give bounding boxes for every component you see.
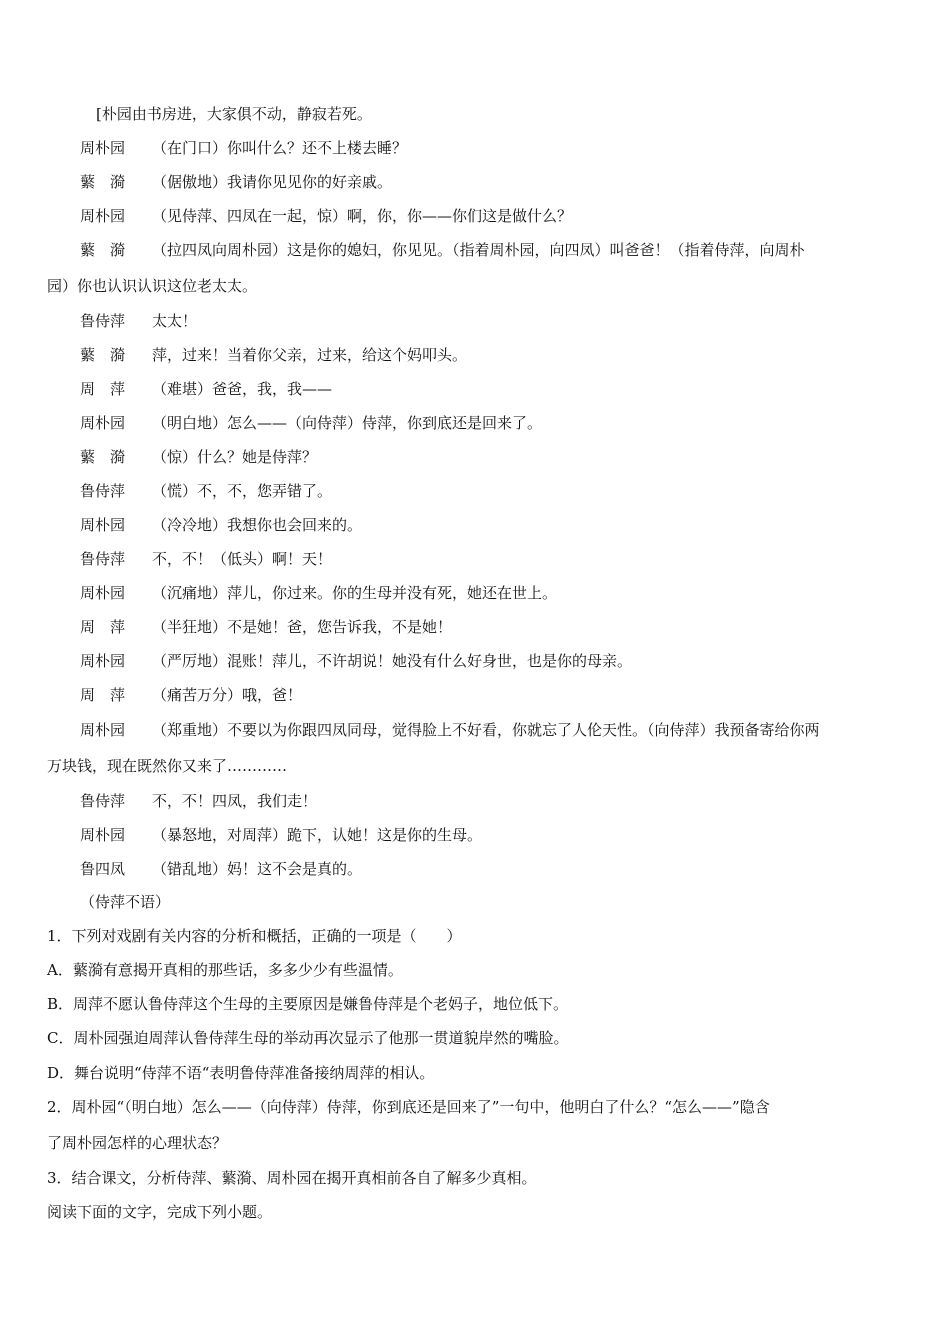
line-text: （拉四凤向周朴园）这是你的媳妇，你见见。（指着周朴园，向四凤）叫爸爸！（指着侍萍，向周朴 (152, 241, 805, 259)
dialogue-line (80, 549, 332, 569)
line-text: 太太！ (152, 312, 198, 330)
dialogue-line (80, 583, 557, 603)
speaker-name: 蘩 漪 (80, 241, 126, 259)
speaker-name: 鲁侍萍 (80, 312, 126, 330)
stage-direction-open: [朴园由书房进，大家俱不动，静寂若死。 (96, 105, 372, 123)
line-text: （惊）什么？她是侍萍？ (152, 448, 318, 466)
dialogue-line (80, 447, 317, 467)
dialogue-line (80, 379, 332, 399)
speaker-name: 鲁侍萍 (80, 792, 126, 810)
line-text: （慌）不，不，您弄错了。 (152, 482, 333, 500)
dialogue-line (80, 859, 362, 879)
line-text: （沉痛地）萍儿，你过来。你的生母并没有死，她还在世上。 (152, 584, 558, 602)
question-2: 2．周朴园“（明白地）怎么——（向侍萍）侍萍，你到底还是回来了”一句中，他明白了什么？“怎么——”隐含 (47, 1098, 770, 1116)
dialogue-line (80, 172, 392, 192)
option-c: C．周朴园强迫周萍认鲁侍萍生母的举动再次显示了他那一贯道貌岸然的嘴脸。 (47, 1029, 569, 1047)
dialogue-line (80, 651, 632, 671)
line-text: （严厉地）混账！萍儿，不许胡说！她没有什么好身世，也是你的母亲。 (152, 652, 633, 670)
dialogue-continuation: 园）你也认识认识这位老太太。 (47, 277, 258, 295)
line-text: 萍，过来！当着你父亲，过来，给这个妈叩头。 (152, 346, 468, 364)
dialogue-line (80, 720, 820, 740)
speaker-name: 周朴园 (80, 516, 126, 534)
option-d: D．舞台说明“侍萍不语“表明鲁侍萍准备接纳周萍的相认。 (47, 1064, 435, 1082)
dialogue-line (80, 138, 407, 158)
line-text: （冷冷地）我想你也会回来的。 (152, 516, 363, 534)
line-text: （在门口）你叫什么？还不上楼去睡？ (152, 139, 408, 157)
line-text: （暴怒地，对周萍）跪下，认她！这是你的生母。 (152, 826, 483, 844)
dialogue-line (80, 206, 572, 226)
line-text: （明白地）怎么——（向侍萍）侍萍，你到底还是回来了。 (152, 414, 543, 432)
question-3: 3．结合课文，分析侍萍、蘩漪、周朴园在揭开真相前各自了解多少真相。 (47, 1169, 537, 1187)
line-text: （错乱地）妈！这不会是真的。 (152, 860, 363, 878)
speaker-name: 周 萍 (80, 686, 126, 704)
speaker-name: 周 萍 (80, 618, 126, 636)
line-text: （倨傲地）我请你见见你的好亲戚。 (152, 173, 393, 191)
dialogue-line (80, 240, 805, 260)
speaker-name: 周朴园 (80, 721, 126, 739)
speaker-name: 鲁侍萍 (80, 482, 126, 500)
dialogue-line (80, 791, 317, 811)
speaker-name: 周朴园 (80, 584, 126, 602)
dialogue-line (80, 311, 197, 331)
line-text: （半狂地）不是她！爸，您告诉我，不是她！ (152, 618, 453, 636)
dialogue-line (80, 345, 467, 365)
option-a: A．蘩漪有意揭开真相的那些话，多多少少有些温情。 (47, 961, 403, 979)
dialogue-line (80, 617, 452, 637)
dialogue-line (80, 481, 332, 501)
speaker-name: 蘩 漪 (80, 346, 126, 364)
option-b: B．周萍不愿认鲁侍萍这个生母的主要原因是嫌鲁侍萍是个老妈子，地位低下。 (47, 995, 569, 1013)
line-text: （难堪）爸爸，我，我—— (152, 380, 333, 398)
dialogue-line (80, 825, 482, 845)
speaker-name: 蘩 漪 (80, 173, 126, 191)
reading-instruction: 阅读下面的文字，完成下列小题。 (47, 1203, 273, 1221)
line-text: （郑重地）不要以为你跟四凤同母，觉得脸上不好看，你就忘了人伦天性。（向侍萍）我预备寄给你两 (152, 721, 820, 739)
line-text: （见侍萍、四凤在一起，惊）啊，你，你——你们这是做什么？ (152, 207, 573, 225)
speaker-name: 周朴园 (80, 826, 126, 844)
line-text: （痛苦万分）哦，爸！ (152, 686, 303, 704)
speaker-name: 周朴园 (80, 207, 126, 225)
line-text: 不，不！（低头）啊！天！ (152, 550, 333, 568)
dialogue-continuation: 万块钱，现在既然你又来了………… (47, 757, 288, 775)
speaker-name: 蘩 漪 (80, 448, 126, 466)
stage-direction-close: （侍萍不语） (80, 893, 171, 911)
speaker-name: 周 萍 (80, 380, 126, 398)
speaker-name: 鲁四凤 (80, 860, 126, 878)
speaker-name: 周朴园 (80, 139, 126, 157)
dialogue-line (80, 685, 302, 705)
question-1: 1．下列对戏剧有关内容的分析和概括，正确的一项是（ ） (47, 927, 462, 945)
question-2-continuation: 了周朴园怎样的心理状态？ (47, 1134, 228, 1152)
line-text: 不，不！四凤，我们走！ (152, 792, 318, 810)
dialogue-line (80, 515, 362, 535)
speaker-name: 周朴园 (80, 652, 126, 670)
dialogue-line (80, 413, 542, 433)
speaker-name: 周朴园 (80, 414, 126, 432)
speaker-name: 鲁侍萍 (80, 550, 126, 568)
